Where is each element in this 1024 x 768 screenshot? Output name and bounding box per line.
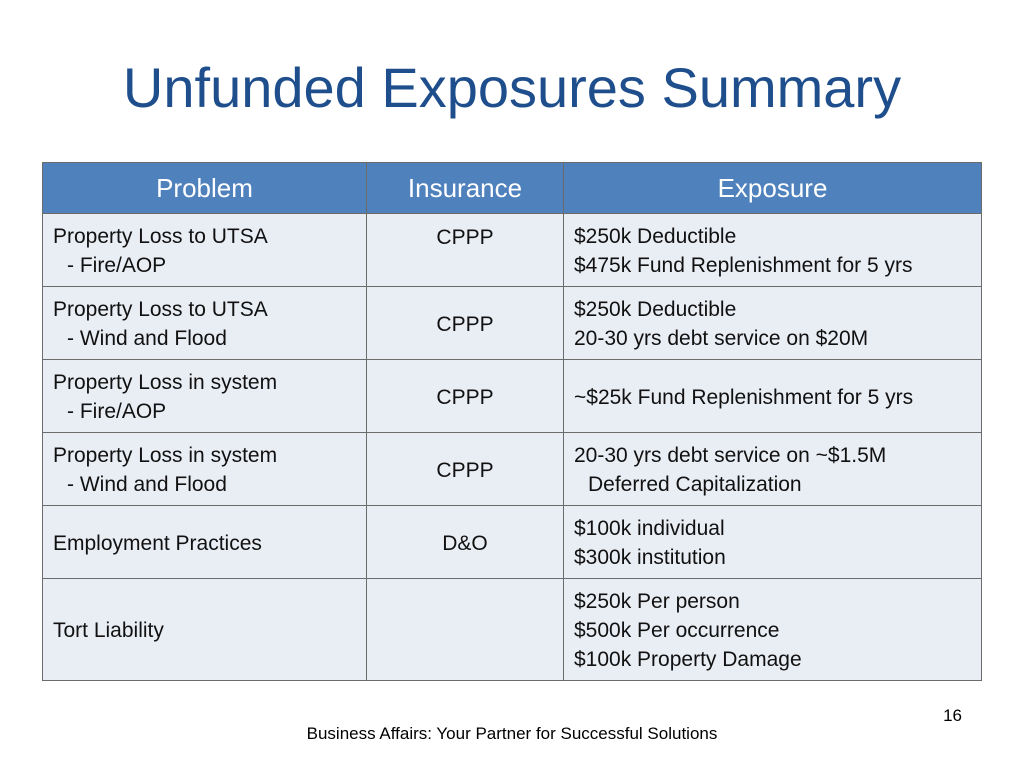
page-number: 16 (943, 706, 962, 725)
exposure-cell (564, 360, 982, 433)
exposure-line: $250k Deductible (574, 298, 737, 321)
insurance-cell (367, 506, 564, 579)
insurance-text: CPPP (436, 312, 494, 336)
header-problem: Problem (43, 163, 367, 214)
exposures-table (42, 162, 982, 681)
exposure-line: $250k Per person (574, 590, 740, 613)
exposure-line: $100k individual (574, 517, 725, 540)
exposure-cell (564, 214, 982, 287)
insurance-cell (367, 433, 564, 506)
exposure-line: $500k Per occurrence (574, 619, 780, 642)
problem-subtext: - Fire/AOP (67, 254, 167, 277)
problem-text: Tort Liability (53, 619, 164, 642)
insurance-cell (367, 287, 564, 360)
table-row (43, 579, 982, 681)
table-row (43, 506, 982, 579)
problem-text: Property Loss to UTSA (53, 225, 268, 248)
insurance-cell (367, 360, 564, 433)
insurance-cell (367, 214, 564, 287)
exposure-line: 20-30 yrs debt service on $20M (574, 327, 869, 350)
slide-title: Unfunded Exposures Summary (122, 56, 902, 119)
insurance-text: D&O (442, 531, 488, 555)
header-insurance: Insurance (367, 163, 564, 214)
exposure-cell (564, 287, 982, 360)
problem-text: Property Loss to UTSA (53, 298, 268, 321)
table-row (43, 214, 982, 287)
insurance-text: CPPP (436, 458, 494, 482)
insurance-text: CPPP (436, 385, 494, 409)
problem-cell (43, 214, 367, 287)
problem-subtext: - Wind and Flood (67, 473, 227, 496)
exposure-cell (564, 506, 982, 579)
header-exposure: Exposure (564, 163, 982, 214)
exposure-cell (564, 579, 982, 681)
problem-text: Property Loss in system (53, 444, 278, 467)
exposure-line: $300k institution (574, 546, 726, 569)
table-row (43, 287, 982, 360)
problem-subtext: - Wind and Flood (67, 327, 227, 350)
exposure-line: $250k Deductible (574, 225, 737, 248)
exposure-line: $100k Property Damage (574, 648, 802, 671)
exposure-line: Deferred Capitalization (588, 473, 802, 496)
exposure-cell (564, 433, 982, 506)
problem-cell (43, 360, 367, 433)
problem-cell (43, 433, 367, 506)
exposure-line: $475k Fund Replenishment for 5 yrs (574, 254, 913, 277)
problem-subtext: - Fire/AOP (67, 400, 167, 423)
table-row (43, 433, 982, 506)
problem-cell (43, 287, 367, 360)
insurance-text: CPPP (436, 226, 494, 249)
problem-text: Property Loss in system (53, 371, 278, 394)
table-header-row (43, 163, 982, 214)
insurance-cell (367, 579, 564, 681)
table-row (43, 360, 982, 433)
exposure-line: 20-30 yrs debt service on ~$1.5M (574, 444, 887, 467)
problem-cell (43, 579, 367, 681)
problem-cell (43, 506, 367, 579)
slide-footer: Business Affairs: Your Partner for Successful Solutions (306, 724, 718, 743)
problem-text: Employment Practices (53, 531, 262, 555)
exposure-line: ~$25k Fund Replenishment for 5 yrs (574, 385, 914, 409)
